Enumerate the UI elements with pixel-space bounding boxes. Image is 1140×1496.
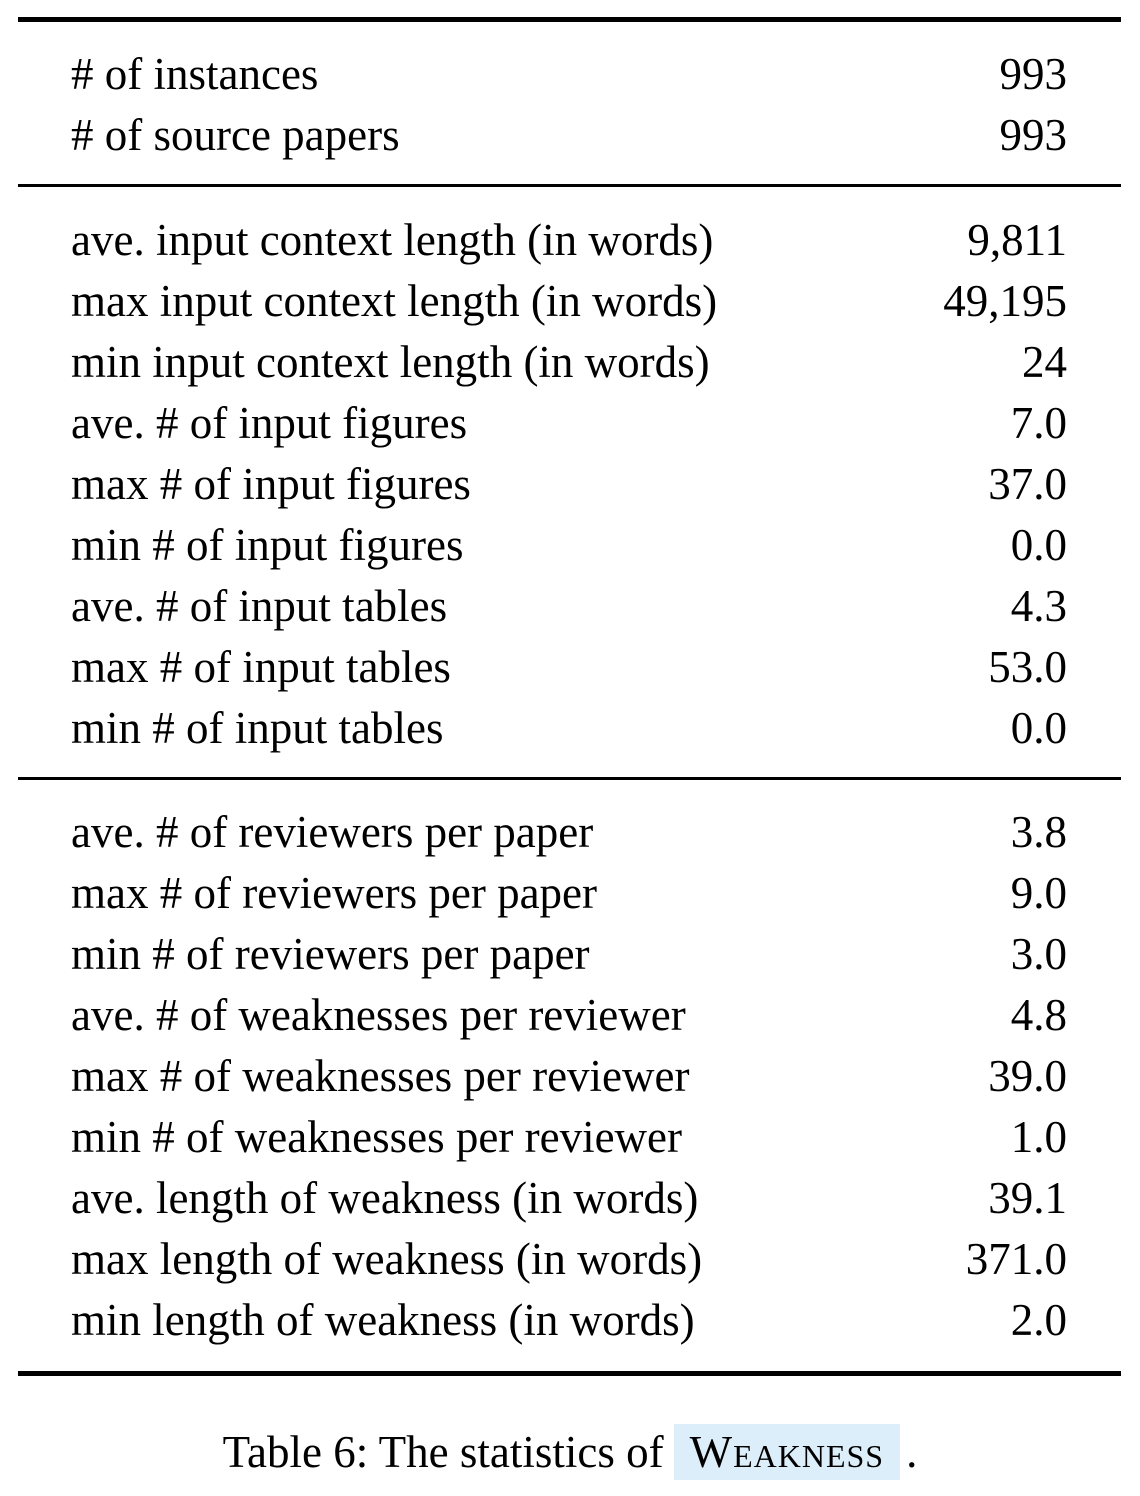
table-row: [71, 393, 1067, 454]
table-row: [71, 985, 1067, 1046]
caption-dataset-name: Weakness: [674, 1424, 901, 1480]
row-label: max # of weaknesses per reviewer: [71, 1051, 690, 1101]
row-value: 9,811: [967, 215, 1067, 265]
row-label: min # of reviewers per paper: [71, 929, 590, 979]
row-value: 39.1: [988, 1173, 1067, 1223]
row-label: max # of input figures: [71, 459, 471, 509]
row-value: 4.3: [1010, 581, 1067, 631]
row-value: 993: [999, 110, 1067, 160]
row-label: max # of reviewers per paper: [71, 868, 598, 918]
row-value: 371.0: [965, 1234, 1067, 1284]
table-row: [71, 1229, 1067, 1290]
row-label: max # of input tables: [71, 642, 451, 692]
row-label: min # of input tables: [71, 703, 444, 753]
row-label: # of instances: [71, 49, 319, 99]
row-value: 4.8: [1010, 990, 1067, 1040]
row-value: 993: [999, 49, 1067, 99]
table-row: [71, 637, 1067, 698]
table-bottom-rule: [18, 1371, 1121, 1376]
table-row: [71, 1290, 1067, 1351]
caption-prefix: Table 6: The statistics of: [222, 1427, 664, 1477]
row-label: ave. length of weakness (in words): [71, 1173, 699, 1223]
group-divider-rule: [18, 184, 1121, 187]
row-value: 39.0: [988, 1051, 1067, 1101]
caption-suffix: .: [906, 1427, 918, 1477]
row-label: ave. # of input tables: [71, 581, 448, 631]
row-value: 1.0: [1010, 1112, 1067, 1162]
row-value: 9.0: [1010, 868, 1067, 918]
row-value: 0.0: [1010, 703, 1067, 753]
row-value: 3.0: [1010, 929, 1067, 979]
row-value: 24: [1022, 337, 1067, 387]
row-label: min # of weaknesses per reviewer: [71, 1112, 683, 1162]
row-label: min length of weakness (in words): [71, 1295, 695, 1345]
row-label: ave. # of weaknesses per reviewer: [71, 990, 686, 1040]
table-row: [71, 515, 1067, 576]
group-divider-rule: [18, 777, 1121, 780]
table-row: [71, 863, 1067, 924]
row-value: 0.0: [1010, 520, 1067, 570]
row-label: max length of weakness (in words): [71, 1234, 703, 1284]
table-row: [71, 454, 1067, 515]
row-value: 3.8: [1010, 807, 1067, 857]
row-label: ave. # of input figures: [71, 398, 468, 448]
row-label: # of source papers: [71, 110, 400, 160]
row-label: min input context length (in words): [71, 337, 710, 387]
table-row: [71, 210, 1067, 271]
row-label: ave. # of reviewers per paper: [71, 807, 594, 857]
table-row: [71, 105, 1067, 166]
table-row: [71, 44, 1067, 105]
table-row: [71, 332, 1067, 393]
table-row: [71, 1107, 1067, 1168]
row-value: 2.0: [1010, 1295, 1067, 1345]
table-row: [71, 1168, 1067, 1229]
row-label: min # of input figures: [71, 520, 464, 570]
table-row: [71, 698, 1067, 759]
table-row: [71, 271, 1067, 332]
row-value: 7.0: [1010, 398, 1067, 448]
row-value: 53.0: [988, 642, 1067, 692]
row-value: 49,195: [943, 276, 1067, 326]
table-top-rule: [18, 17, 1121, 22]
row-label: max input context length (in words): [71, 276, 718, 326]
row-label: ave. input context length (in words): [71, 215, 714, 265]
table-row: [71, 802, 1067, 863]
table-row: [71, 576, 1067, 637]
table-row: [71, 1046, 1067, 1107]
table-caption: [0, 1420, 1140, 1484]
table-row: [71, 924, 1067, 985]
row-value: 37.0: [988, 459, 1067, 509]
